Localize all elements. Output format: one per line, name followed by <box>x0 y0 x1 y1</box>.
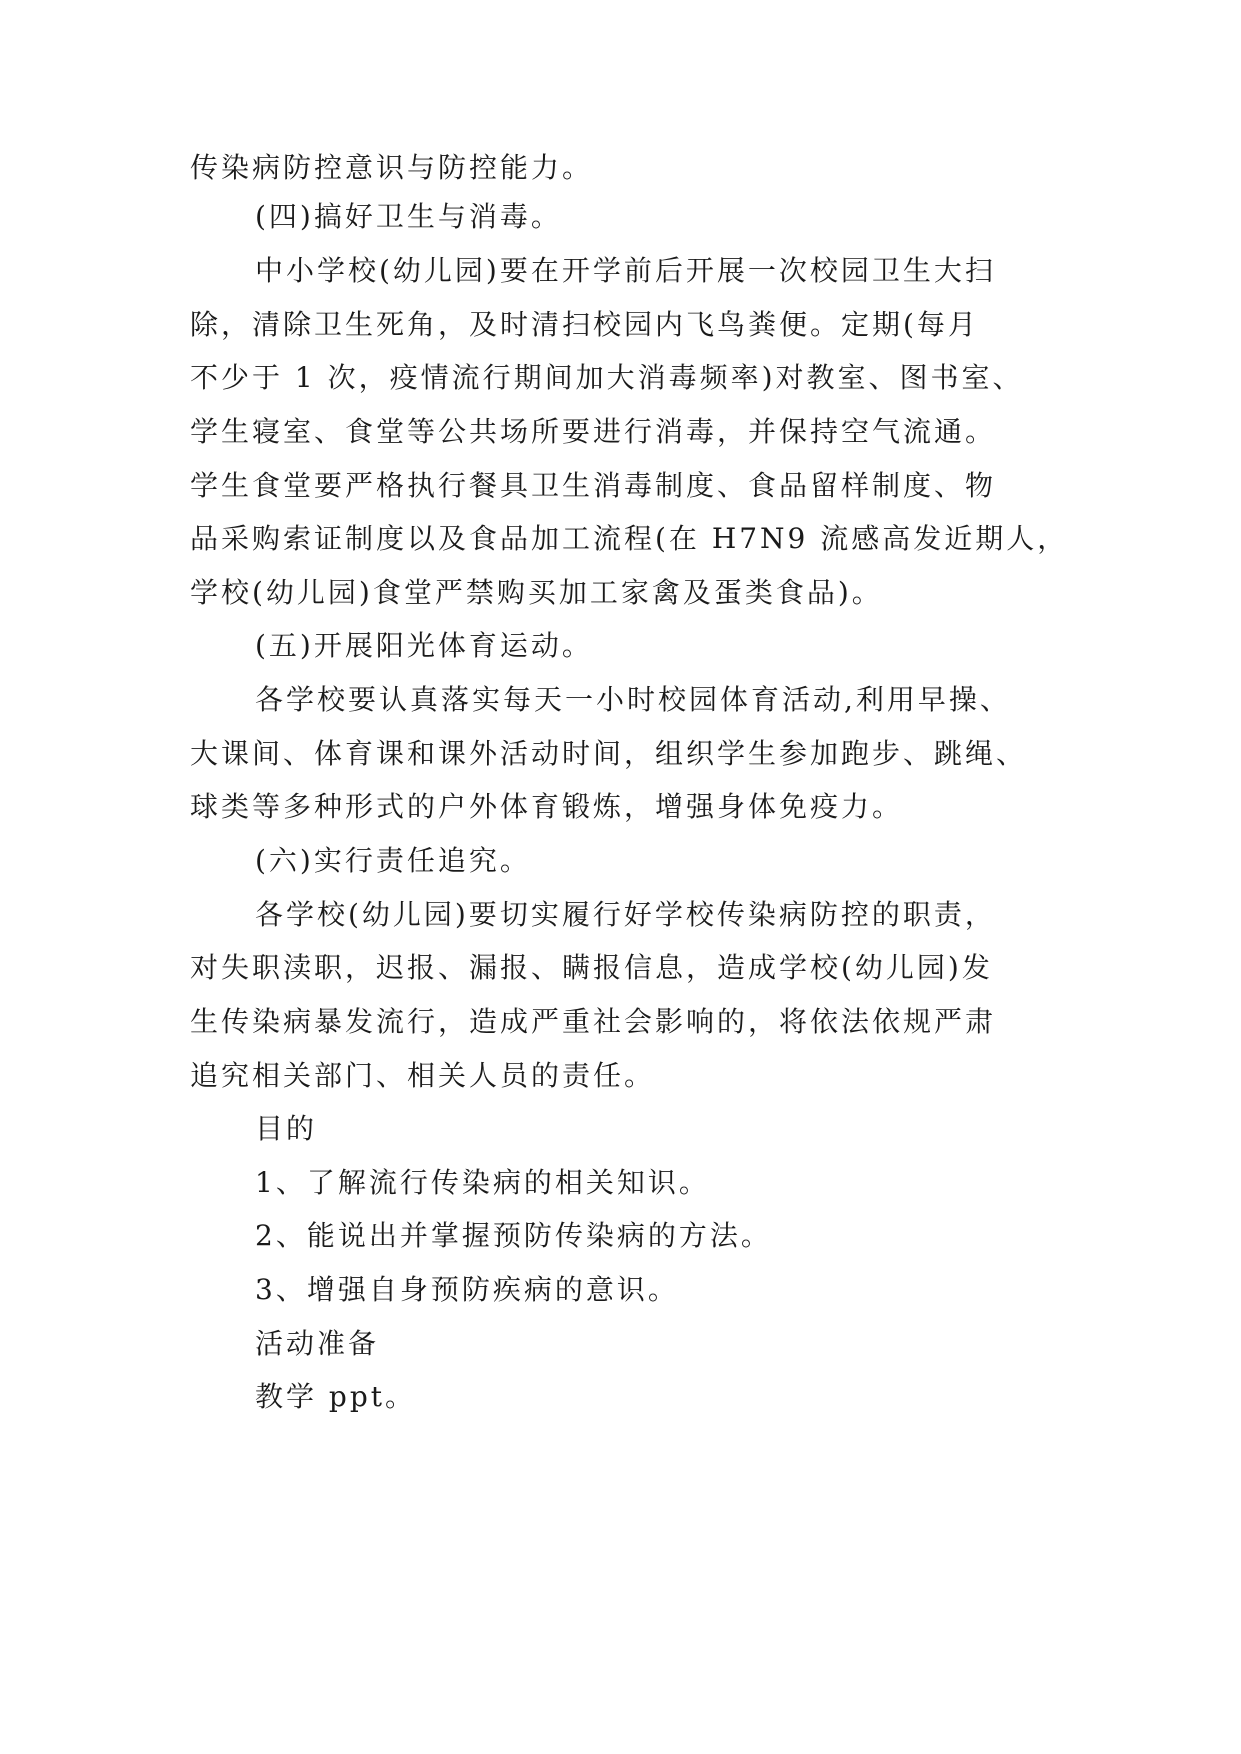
list-item: 3、增强自身预防疾病的意识。 <box>255 1273 679 1306</box>
text-line: 各学校(幼儿园)要切实履行好学校传染病防控的职责， <box>255 898 996 931</box>
section-heading: 目的 <box>255 1112 318 1145</box>
text-line: 大课间、体育课和课外活动时间，组织学生参加跑步、跳绳、 <box>190 737 1028 770</box>
list-item: 2、能说出并掌握预防传染病的方法。 <box>255 1219 772 1252</box>
list-item: 1、了解流行传染病的相关知识。 <box>255 1166 710 1199</box>
text-line: 球类等多种形式的户外体育锻炼，增强身体免疫力。 <box>190 790 904 823</box>
text-line: 除，清除卫生死角，及时清扫校园内飞鸟粪便。定期(每月 <box>190 308 979 341</box>
section-heading: (六)实行责任追究。 <box>255 844 531 877</box>
text-line: 学生食堂要严格执行餐具卫生消毒制度、食品留样制度、物 <box>190 469 997 502</box>
section-heading: (五)开展阳光体育运动。 <box>255 629 593 662</box>
text-line: 不少于 1 次，疫情流行期间加大消毒频率)对教室、图书室、 <box>190 361 1024 394</box>
text-line: 教学 ppt。 <box>255 1380 417 1413</box>
text-line: 传染病防控意识与防控能力。 <box>190 151 594 184</box>
section-heading: 活动准备 <box>255 1327 380 1360</box>
text-line: 生传染病暴发流行，造成严重社会影响的，将依法依规严肃 <box>190 1005 997 1038</box>
text-line: 学校(幼儿园)食堂严禁购买加工家禽及蛋类食品)。 <box>190 576 883 609</box>
text-line: 中小学校(幼儿园)要在开学前后开展一次校园卫生大扫 <box>255 254 996 287</box>
text-line: 学生寝室、食堂等公共场所要进行消毒，并保持空气流通。 <box>190 415 997 448</box>
text-line: 品采购索证制度以及食品加工流程(在 H7N9 流感高发近期人， <box>190 522 1069 555</box>
section-heading: (四)搞好卫生与消毒。 <box>255 200 562 233</box>
text-line: 各学校要认真落实每天一小时校园体育活动,利用早操、 <box>255 683 1011 716</box>
text-line: 对失职渎职，迟报、漏报、瞒报信息，造成学校(幼儿园)发 <box>190 951 993 984</box>
text-line: 追究相关部门、相关人员的责任。 <box>190 1059 656 1092</box>
